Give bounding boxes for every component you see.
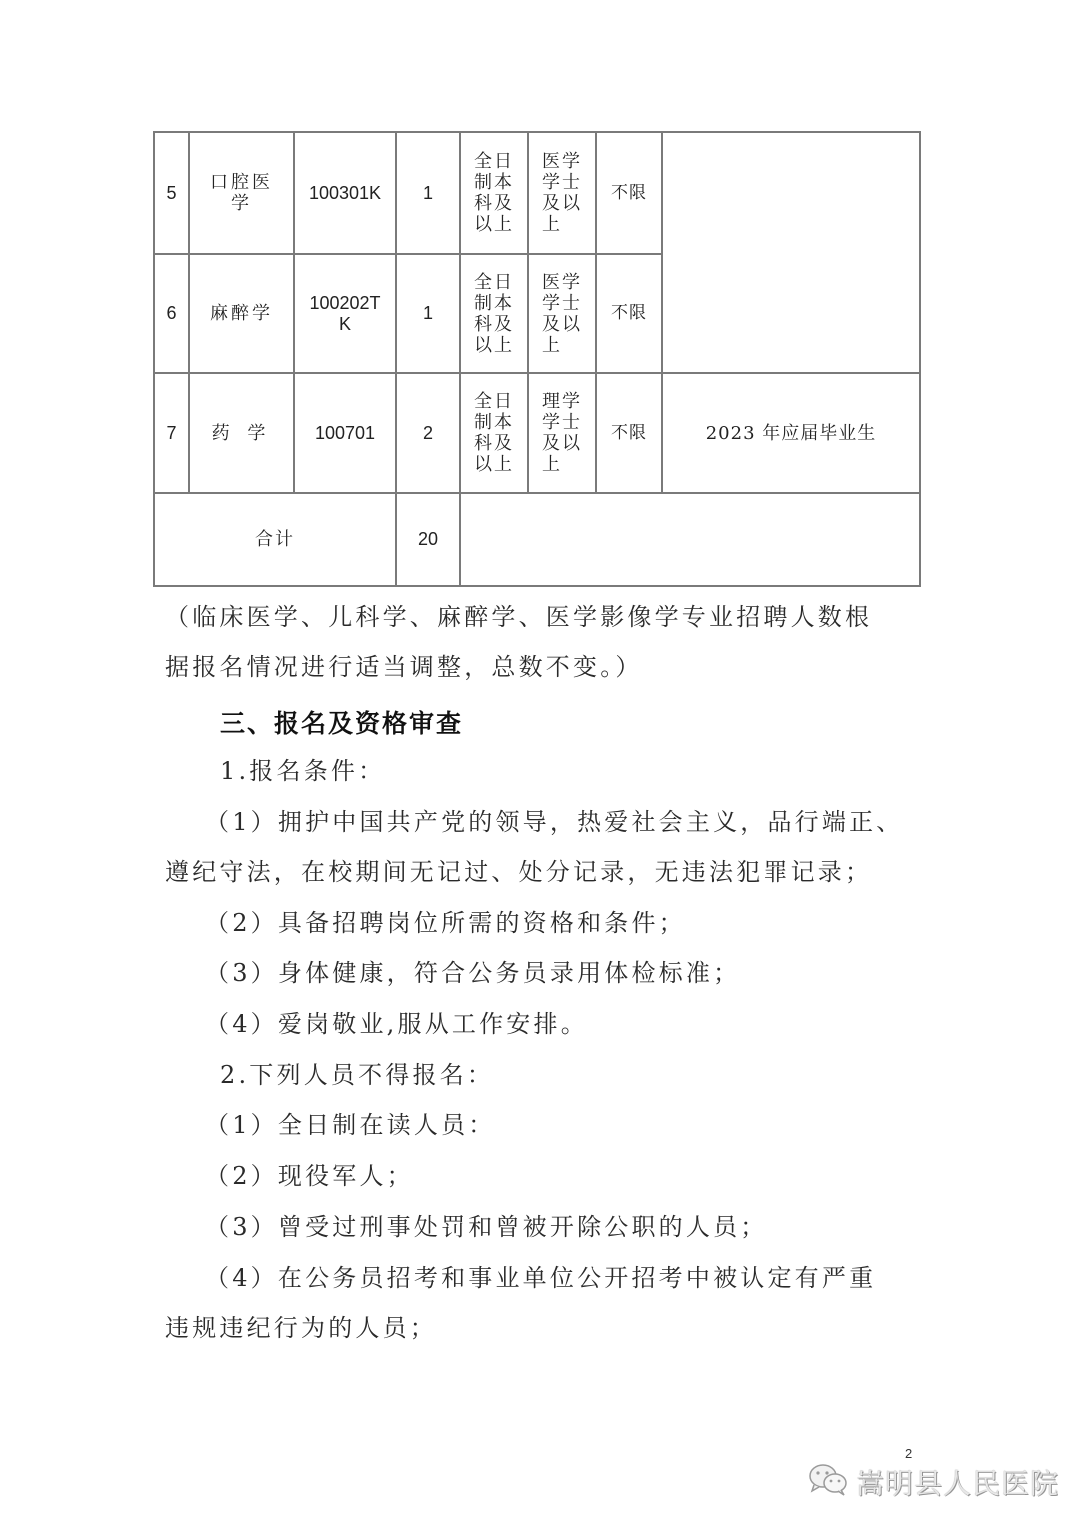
major-name: 麻醉学 (189, 254, 294, 373)
wechat-watermark (808, 1462, 1059, 1502)
condition-item-continued: 遵纪守法，在校期间无记过、处分记录，无违法犯罪记录； (165, 858, 873, 886)
degree-requirement: 医学学士及以上 (528, 254, 596, 373)
section-heading: 三、报名及资格审查 (220, 709, 464, 738)
total-remarks (460, 493, 920, 586)
age-requirement: 不限 (596, 373, 662, 493)
education-requirement: 全日制本科及以上 (460, 373, 528, 493)
page-number: 2 (905, 1446, 913, 1461)
condition-item: （1）拥护中国共产党的领导，热爱社会主义，品行端正、 (205, 808, 904, 836)
education-requirement: 全日制本科及以上 (460, 132, 528, 254)
age-requirement: 不限 (596, 254, 662, 373)
table-row (154, 373, 920, 493)
row-index: 6 (154, 254, 189, 373)
major-name: 药 学 (189, 373, 294, 493)
condition-item: （2）具备招聘岗位所需的资格和条件； (205, 909, 686, 937)
row-index: 5 (154, 132, 189, 254)
note-line-2: 据报名情况进行适当调整，总数不变。） (165, 653, 643, 681)
watermark-text: 嵩明县人民医院 (856, 1467, 1060, 1500)
major-code: 100301K (294, 132, 396, 254)
education-requirement: 全日制本科及以上 (460, 254, 528, 373)
note-line-1: （临床医学、儿科学、麻醉学、医学影像学专业招聘人数根 (165, 603, 873, 631)
other-requirement: 2023 年应届毕业生 (662, 373, 920, 493)
table-row (154, 132, 920, 254)
hire-count: 1 (396, 132, 460, 254)
other-requirement (662, 132, 920, 373)
exclusion-item: （2）现役军人； (205, 1162, 414, 1190)
total-label: 合计 (154, 493, 396, 586)
row-index: 7 (154, 373, 189, 493)
major-name: 口腔医学 (189, 132, 294, 254)
degree-requirement: 医学学士及以上 (528, 132, 596, 254)
exclusion-item: （3）曾受过刑事处罚和曾被开除公职的人员； (205, 1213, 768, 1241)
recruitment-table (153, 131, 921, 587)
table-total-row (154, 493, 920, 586)
degree-requirement: 理学学士及以上 (528, 373, 596, 493)
exclusion-item: （1）全日制在读人员： (205, 1111, 496, 1139)
major-code: 100202TK (294, 254, 396, 373)
age-requirement: 不限 (596, 132, 662, 254)
condition-item: （4）爱岗敬业,服从工作安排。 (205, 1010, 588, 1038)
major-code: 100701 (294, 373, 396, 493)
wechat-icon (808, 1463, 850, 1501)
total-value: 20 (396, 493, 460, 586)
exclusion-item-continued: 违规违纪行为的人员； (165, 1314, 437, 1342)
conditions-title: 1.报名条件： (220, 757, 386, 785)
hire-count: 2 (396, 373, 460, 493)
condition-item: （3）身体健康，符合公务员录用体检标准； (205, 959, 741, 987)
exclusions-title: 2.下列人员不得报名： (220, 1061, 495, 1089)
hire-count: 1 (396, 254, 460, 373)
exclusion-item: （4）在公务员招考和事业单位公开招考中被认定有严重 (205, 1264, 877, 1292)
